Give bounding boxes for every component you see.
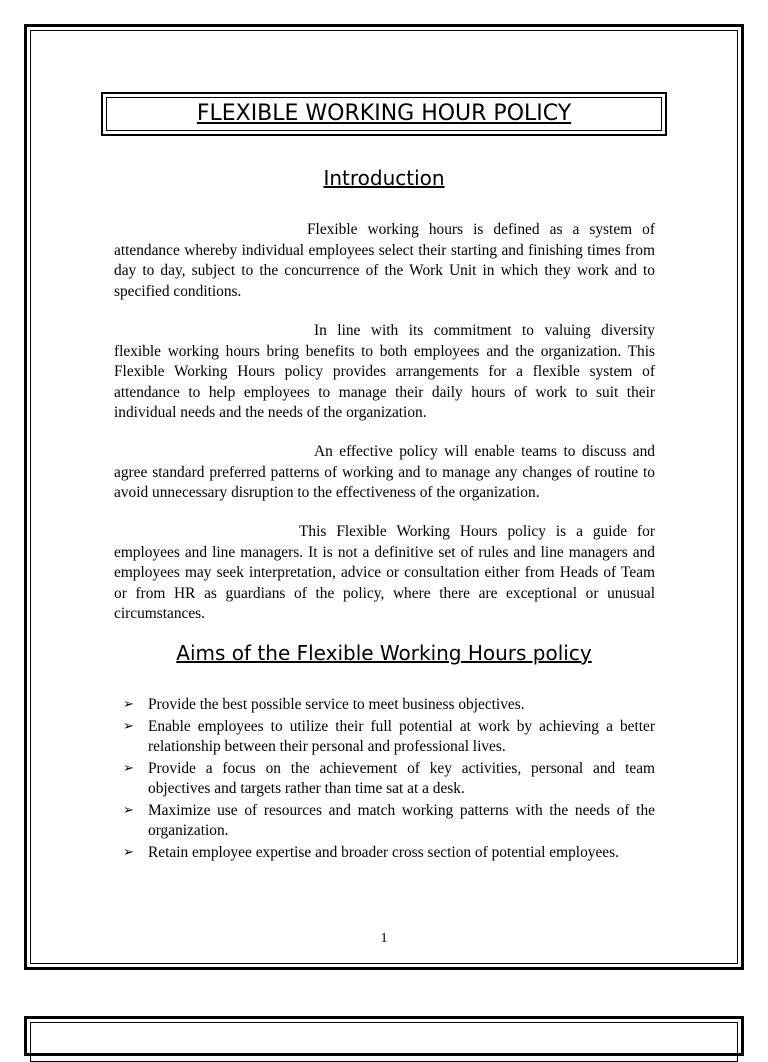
aims-item-text: Enable employees to utilize their full potential at work by achieving a better relationship between their personal and professional lives. xyxy=(148,717,655,755)
arrow-bullet-icon: ➢ xyxy=(123,697,134,712)
aims-heading: Aims of the Flexible Working Hours policy xyxy=(176,641,592,665)
aims-list-item xyxy=(114,843,655,864)
aims-item-text: Provide the best possible service to meet business objectives. xyxy=(148,696,525,713)
arrow-bullet-icon: ➢ xyxy=(123,844,134,860)
aims-list-item xyxy=(114,801,655,842)
arrow-bullet-icon: ➢ xyxy=(123,718,134,734)
aims-item-text: Retain employee expertise and broader cross section of potential employees. xyxy=(148,843,619,861)
aims-list xyxy=(114,695,655,864)
intro-paragraph-4-text: This Flexible Working Hours policy is a guide for employees and line managers. It is not a definitive set of rules and line managers and employees may seek interpretation, advice or consultation either from Heads of Team or from HR as guardians of the policy, where there are exceptional or unusual circumstances. xyxy=(114,523,655,622)
arrow-bullet-icon: ➢ xyxy=(123,760,134,776)
intro-paragraph-2 xyxy=(114,321,655,424)
intro-paragraph-2-text: In line with its commitment to valuing diversity flexible working hours bring benefits to both employees and the organization. This Flexible Working Hours policy provides arrangements for a flexible system of attendance to help employees to manage their daily hours of work to suit their individual needs and the needs of the organization. xyxy=(114,322,655,421)
aims-list-item xyxy=(114,717,655,758)
intro-paragraph-4 xyxy=(114,522,655,625)
arrow-bullet-icon: ➢ xyxy=(123,802,134,818)
intro-paragraph-1-text: Flexible working hours is defined as a system of attendance whereby individual employees select their starting and finishing times from day to day, subject to the concurrence of the Work Unit in which they work and to specified conditions. xyxy=(114,221,655,300)
aims-list-item xyxy=(114,695,655,716)
introduction-heading: Introduction xyxy=(323,166,445,190)
next-page-border-inner xyxy=(30,1022,738,1062)
aims-item-text: Provide a focus on the achievement of key activities, personal and team objectives and targets rather than time sat at a desk. xyxy=(148,759,655,797)
document-title: FLEXIBLE WORKING HOUR POLICY xyxy=(106,97,662,131)
intro-paragraph-3 xyxy=(114,442,655,504)
aims-list-item xyxy=(114,759,655,800)
aims-item-text: Maximize use of resources and match working patterns with the needs of the organization. xyxy=(148,801,655,839)
intro-paragraph-3-text: An effective policy will enable teams to discuss and agree standard preferred patterns of working and to manage any changes of routine to avoid unnecessary disruption to the effectiveness of the organization. xyxy=(114,443,655,501)
intro-paragraph-1 xyxy=(114,220,655,302)
page-number: 1 xyxy=(380,931,388,946)
